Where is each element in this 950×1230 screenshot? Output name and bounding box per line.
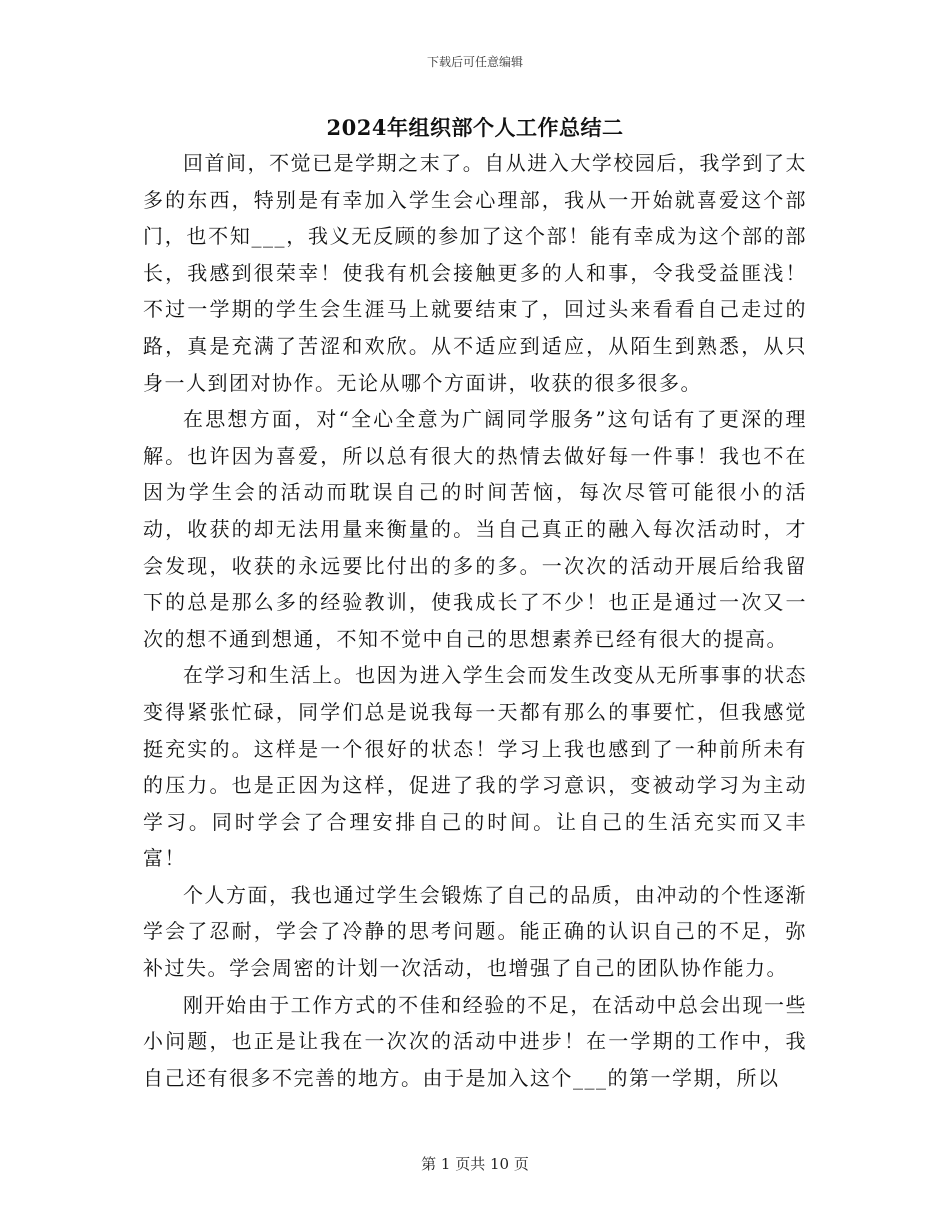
document-title: 2024年组织部个人工作总结二 bbox=[326, 115, 624, 140]
page-number: 第 1 页共 10 页 bbox=[421, 1155, 529, 1173]
document-body bbox=[143, 145, 807, 1096]
paragraph-2: 在思想方面，对“全心全意为广阔同学服务”这句话有了更深的理解。也许因为喜爱，所以总有很大的热情去做好每一件事！我也不在因为学生会的活动而耽误自己的时间苦恼，每次尽管可能很小的活动，收获的却无法用量来衡量的。当自己真正的融入每次活动时，才会发现，收获的永远要比付出的多的多。一次次的活动开展后给我留下的总是那么多的经验教训，使我成长了不少！也正是通过一次又一次的想不通到想通，不知不觉中自己的思想素养已经有很大的提高。 bbox=[143, 407, 807, 651]
paragraph-1: 回首间，不觉已是学期之末了。自从进入大学校园后，我学到了太多的东西，特别是有幸加入学生会心理部，我从一开始就喜爱这个部门，也不知___，我义无反顾的参加了这个部！能有幸成为这个部的部长，我感到很荣幸！使我有机会接触更多的人和事，令我受益匪浅！不过一学期的学生会生涯马上就要结束了，回过头来看看自己走过的路，真是充满了苦涩和欢欣。从不适应到适应，从陌生到熟悉，从只身一人到团对协作。无论从哪个方面讲，收获的很多很多。 bbox=[143, 151, 807, 395]
paragraph-3: 在学习和生活上。也因为进入学生会而发生改变从无所事事的状态变得紧张忙碌，同学们总是说我每一天都有那么的事要忙，但我感觉挺充实的。这样是一个很好的状态！学习上我也感到了一种前所未有的压力。也是正因为这样，促进了我的学习意识，变被动学习为主动学习。同时学会了合理安排自己的时间。让自己的生活充实而又丰富！ bbox=[143, 663, 807, 871]
paragraph-4: 个人方面，我也通过学生会锻炼了自己的品质，由冲动的个性逐渐学会了忍耐，学会了冷静的思考问题。能正确的认识自己的不足，弥补过失。学会周密的计划一次活动，也增强了自己的团队协作能力。 bbox=[143, 882, 807, 981]
page-header-note: 下载后可任意编辑 bbox=[426, 55, 523, 69]
paragraph-5: 刚开始由于工作方式的不佳和经验的不足，在活动中总会出现一些小问题，也正是让我在一次次的活动中进步！在一学期的工作中，我自己还有很多不完善的地方。由于是加入这个___的第一学期，所以 bbox=[143, 992, 807, 1090]
